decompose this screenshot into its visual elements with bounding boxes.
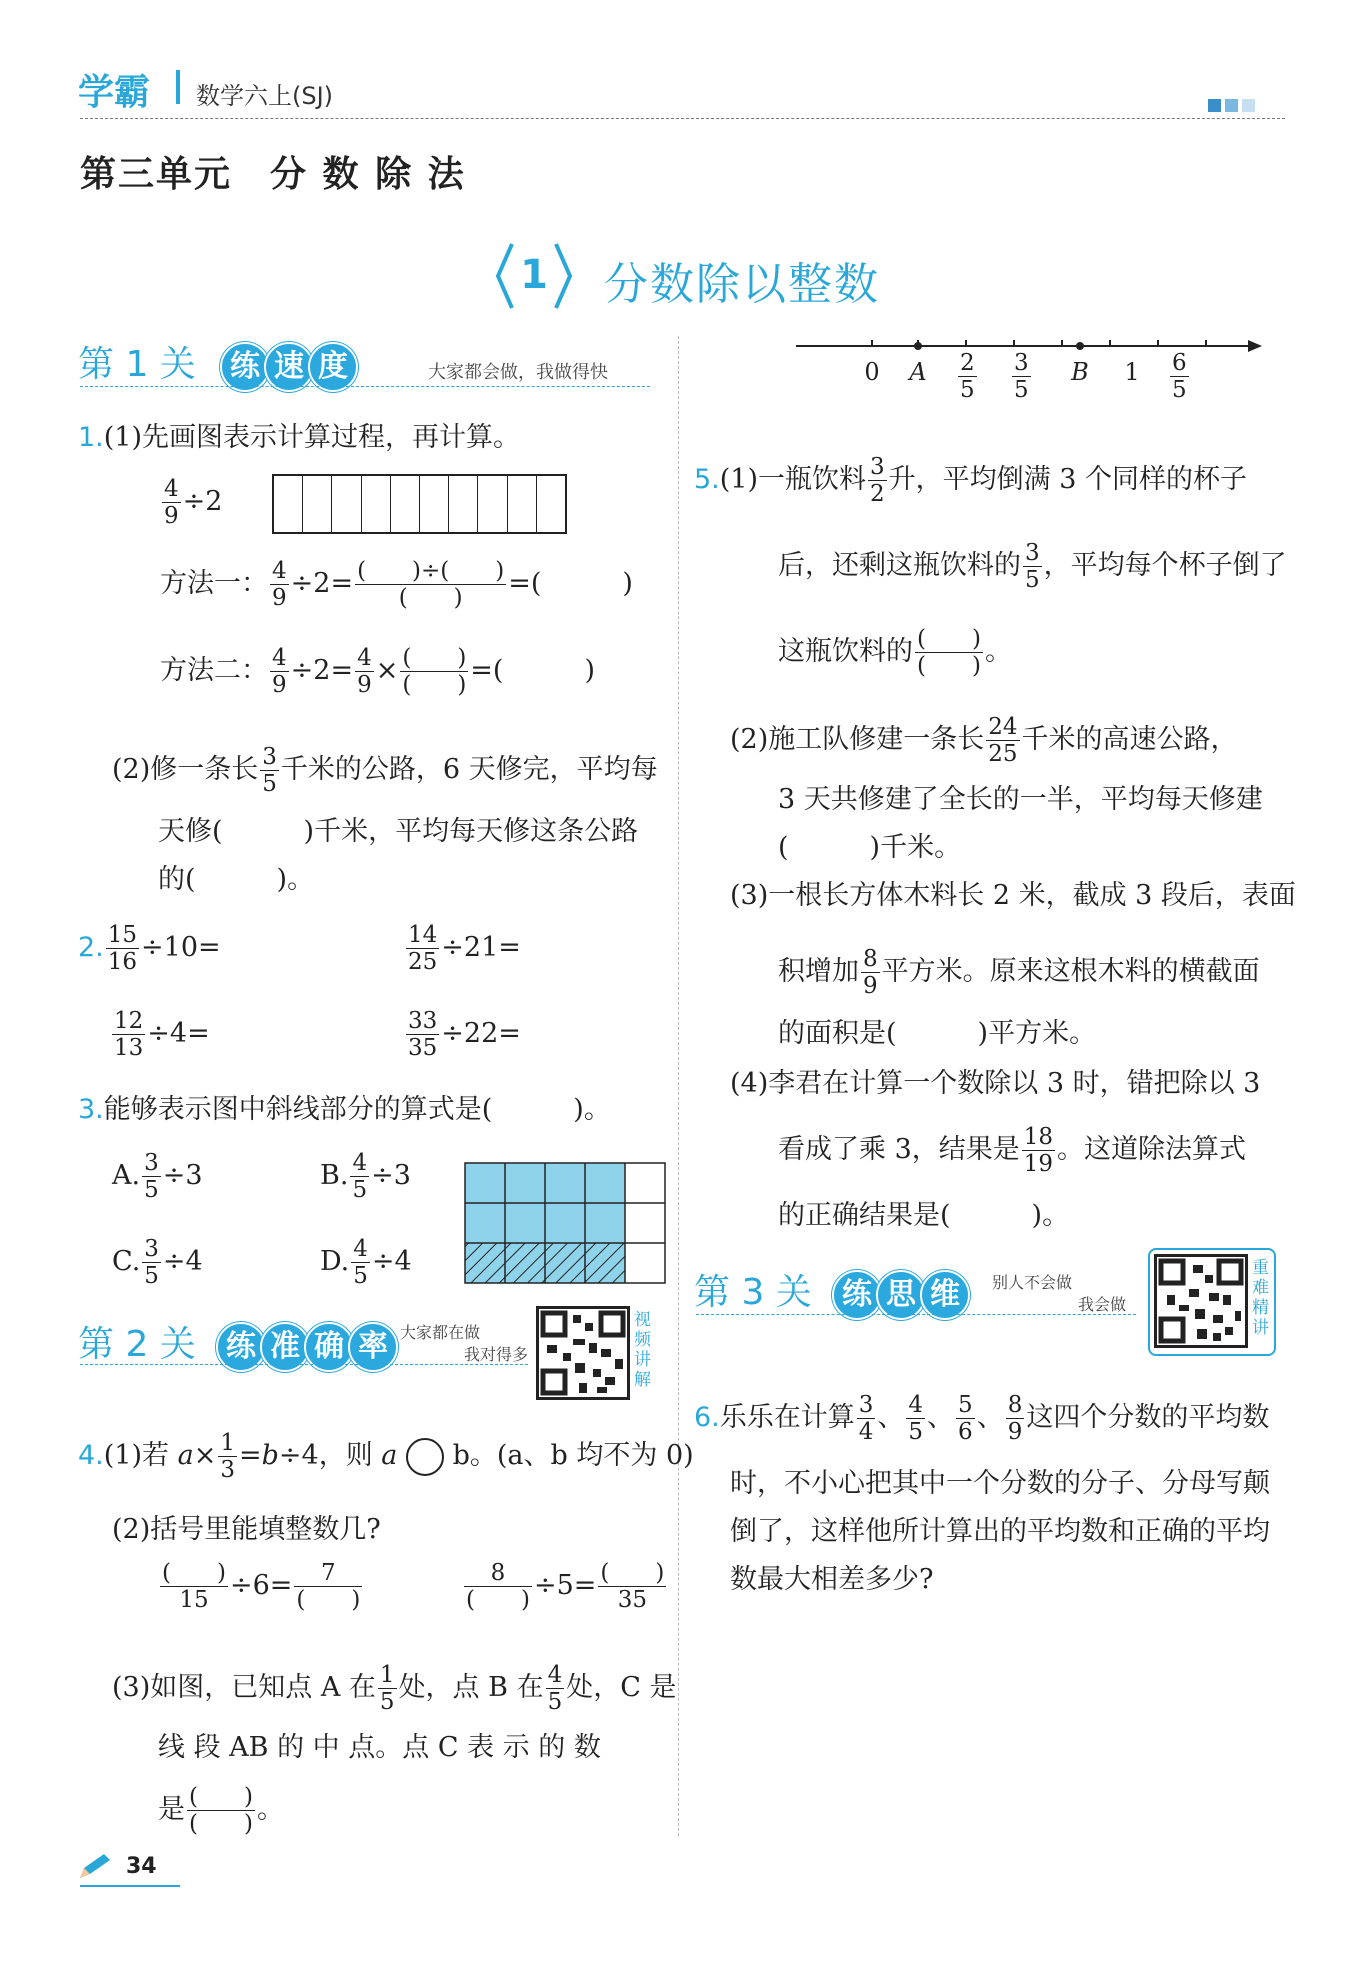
section-3-slogan-1: 别人不会做 — [992, 1273, 1073, 1292]
nl-label-0: 0 — [864, 358, 880, 386]
question-6-line2: 时，不小心把其中一个分数的分子、分母写颠 — [730, 1468, 1270, 1499]
question-5-part-3-line3: 的面积是( )平方米。 — [778, 1018, 1097, 1049]
drawing-grid[interactable] — [272, 474, 567, 534]
section-2-title: 第 2 关 — [78, 1324, 196, 1365]
section-1-badge: 练 — [220, 342, 270, 392]
option-c[interactable]: C. $\frac{3}{5}$ ÷4 — [112, 1236, 203, 1289]
section-1-header — [78, 336, 352, 392]
section-1-slogan: 大家都会做，我做得快 — [428, 362, 608, 383]
qr-code[interactable] — [536, 1306, 630, 1400]
question-6-line3: 倒了，这样他所计算出的平均数和正确的平均 — [730, 1516, 1270, 1547]
page-number: 34 — [126, 1854, 157, 1879]
question-5-part-1: 5.(1)一瓶饮料 $\frac{3}{2}$ 升，平均倒满 3 个同样的杯子 — [694, 454, 1247, 507]
lesson-title: 分数除以整数 — [604, 259, 880, 310]
question-6: 6.乐乐在计算 $\frac{3}{4}$ 、 $\frac{4}{5}$ 、 $\frac{5}{6}$ 、 $\frac{8}{9}$ 这四个分数的平均数 — [694, 1392, 1270, 1445]
question-5-part-2: (2)施工队修建一条长 $\frac{24}{25}$ 千米的高速公路， — [730, 714, 1238, 767]
question-5-part-1-line3: 这瓶饮料的 $\frac{( )}{( )}$ 。 — [778, 626, 1012, 679]
column-divider — [678, 336, 680, 1836]
brand-logo: 学霸 — [78, 72, 151, 113]
qr-label: 重难精讲 — [1252, 1258, 1269, 1338]
question-1-part-1: 1.(1)先画图表示计算过程，再计算。 — [78, 422, 521, 453]
question-4-part-2: (2)括号里能填整数几? — [112, 1514, 381, 1545]
section-1-title: 第 1 关 — [78, 344, 196, 385]
section-3-badge: 维 — [920, 1270, 970, 1320]
header-rule — [80, 118, 1285, 120]
question-5-part-2-line3: ( )千米。 — [778, 832, 962, 863]
question-1-part-2: (2)修一条长 $\frac{3}{5}$ 千米的公路，6 天修完，平均每 — [112, 744, 658, 797]
nl-label-b: B — [1071, 358, 1089, 386]
section-3-badge: 思 — [876, 1270, 926, 1320]
header-decoration — [1208, 97, 1259, 116]
shaded-grid-figure — [464, 1162, 666, 1284]
question-2a: 2. $\frac{15}{16}$ ÷10= — [78, 922, 221, 975]
section-2-badge: 确 — [304, 1322, 354, 1372]
page-number-rule — [80, 1885, 180, 1887]
question-6-line4: 数最大相差多少? — [730, 1564, 934, 1595]
option-a[interactable]: A. $\frac{3}{5}$ ÷3 — [112, 1150, 203, 1203]
question-5-part-3-line2: 积增加 $\frac{8}{9}$ 平方米。原来这根木料的横截面 — [778, 946, 1260, 999]
unit-title: 第三单元 分 数 除 法 — [80, 154, 466, 195]
q4-2-expr-b: $\frac{8}{( )}$ ÷5= $\frac{( )}{35}$ — [466, 1560, 665, 1613]
question-1-part-2-line2: 天修( )千米，平均每天修这条公路 — [158, 816, 639, 847]
question-4-part-1: 4.(1)若 a× $\frac{1}{3}$ =b÷4，则 a b。(a、b 均不为 0) — [78, 1430, 694, 1483]
question-3: 3.能够表示图中斜线部分的算式是( )。 — [78, 1094, 611, 1125]
compare-circle[interactable] — [406, 1438, 444, 1476]
pencil-icon — [76, 1852, 116, 1882]
qr-code-icon — [1157, 1257, 1245, 1345]
question-2c: $\frac{12}{13}$ ÷4= — [114, 1008, 210, 1061]
option-d[interactable]: D. $\frac{4}{5}$ ÷4 — [320, 1236, 412, 1289]
question-4-part-3: (3)如图，已知点 A 在 $\frac{1}{5}$ 处，点 B 在 $\frac{4}{5}$ 处，C 是 — [112, 1662, 677, 1715]
question-5-part-3: (3)一根长方体木料长 2 米，截成 3 段后，表面 — [730, 880, 1296, 911]
q4-2-expr-a: $\frac{( )}{15}$ ÷6= $\frac{7}{( )}$ — [162, 1560, 361, 1613]
section-2-slogan-2: 我对得多 — [464, 1345, 529, 1364]
section-2-badge: 准 — [260, 1322, 310, 1372]
nl-label-a: A — [909, 358, 927, 386]
section-2-badge: 率 — [348, 1322, 398, 1372]
question-2b: $\frac{14}{25}$ ÷21= — [408, 922, 521, 975]
nl-frac-3-5: $\frac{3}{5}$ — [1014, 350, 1029, 403]
question-5-part-4-line3: 的正确结果是( )。 — [778, 1200, 1070, 1231]
section-3-slogan-2: 我会做 — [1078, 1295, 1127, 1314]
method-1: 方法一： $\frac{4}{9}$ ÷2= $\frac{( )\div( )}{( )}$ =( ) — [160, 558, 633, 611]
qr-code-icon — [539, 1309, 627, 1397]
question-1-part-2-line3: 的( )。 — [158, 864, 315, 895]
q1-expression: $\frac{4}{9}$ ÷2 — [164, 476, 223, 529]
question-5-part-1-line2: 后，还剩这瓶饮料的 $\frac{3}{5}$ ，平均每个杯子倒了 — [778, 540, 1287, 593]
nl-frac-6-5: $\frac{6}{5}$ — [1172, 350, 1187, 403]
question-2d: $\frac{33}{35}$ ÷22= — [408, 1008, 521, 1061]
section-1-badge: 度 — [308, 342, 358, 392]
section-3-underline — [696, 1314, 1136, 1315]
option-b[interactable]: B. $\frac{4}{5}$ ÷3 — [320, 1150, 411, 1203]
qr-code[interactable] — [1154, 1254, 1248, 1348]
question-5-part-2-line2: 3 天共修建了全长的一半，平均每天修建 — [778, 784, 1263, 815]
section-2-underline — [80, 1364, 528, 1365]
section-3-header — [694, 1264, 964, 1320]
section-3-title: 第 3 关 — [694, 1272, 812, 1313]
question-4-part-3-line3: 是 $\frac{( )}{( )}$ 。 — [158, 1784, 284, 1837]
question-5-part-4-line2: 看成了乘 3，结果是 $\frac{18}{19}$ 。这道除法算式 — [778, 1124, 1247, 1177]
section-3-badge: 练 — [832, 1270, 882, 1320]
lesson-number-badge — [494, 236, 574, 316]
question-4-part-3-line2: 线 段 AB 的 中 点。点 C 表 示 的 数 — [158, 1732, 601, 1763]
section-1-underline — [80, 386, 650, 387]
book-title: 数学六上(SJ) — [196, 82, 334, 110]
header-separator — [176, 70, 180, 104]
question-5-part-4: (4)李君在计算一个数除以 3 时，错把除以 3 — [730, 1068, 1261, 1099]
qr-label: 视频讲解 — [634, 1310, 651, 1390]
nl-label-1: 1 — [1124, 358, 1140, 386]
nl-frac-2-5: $\frac{2}{5}$ — [960, 350, 975, 403]
lesson-number: 1 — [520, 252, 548, 298]
method-2: 方法二： $\frac{4}{9}$ ÷2= $\frac{4}{9}$ × $\frac{( )}{( )}$ =( ) — [160, 645, 595, 698]
section-2-badge: 练 — [216, 1322, 266, 1372]
section-2-slogan-1: 大家都在做 — [400, 1323, 481, 1342]
section-1-badge: 速 — [264, 342, 314, 392]
